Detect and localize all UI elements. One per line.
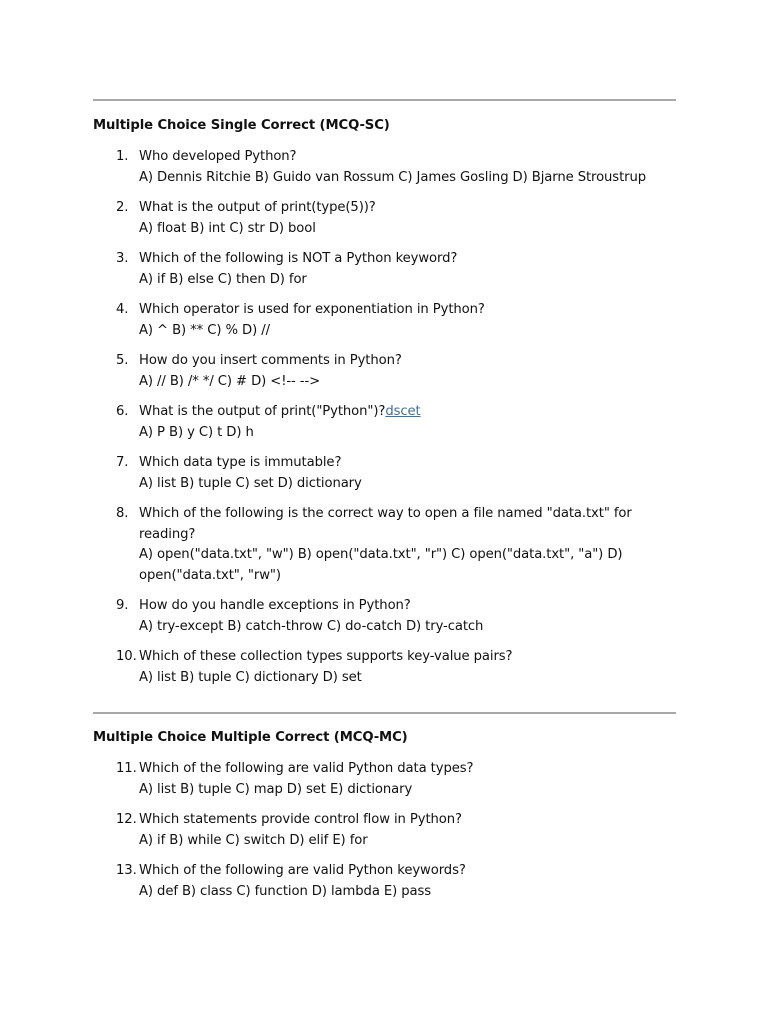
question-options: A) P B) y C) t D) h: [139, 424, 254, 440]
section-title-mcq-mc: Multiple Choice Multiple Correct (MCQ-MC): [93, 730, 408, 745]
question-number: 12.: [116, 812, 137, 827]
question-text: Which of the following is the correct way to open a file named "data.txt" for reading?: [139, 506, 632, 542]
question-text: What is the output of print("Python")?: [139, 404, 386, 419]
section-divider: [93, 712, 676, 714]
question-number: 3.: [116, 251, 129, 266]
question-options: A) float B) int C) str D) bool: [139, 220, 316, 236]
question-number: 13.: [116, 863, 137, 878]
question-number: 11.: [116, 761, 137, 776]
question-number: 10.: [116, 649, 137, 664]
question-options: A) Dennis Ritchie B) Guido van Rossum C) James Gosling D) Bjarne Stroustrup: [139, 169, 646, 185]
question-number: 8.: [116, 506, 129, 521]
question-number: 6.: [116, 404, 129, 419]
question-number: 2.: [116, 200, 129, 215]
question-options: A) def B) class C) function D) lambda E) pass: [139, 883, 432, 899]
question-text: Who developed Python?: [139, 149, 297, 164]
question-text: Which of these collection types supports key-value pairs?: [139, 649, 513, 664]
question-options: A) if B) while C) switch D) elif E) for: [139, 832, 368, 848]
dscet-link[interactable]: dscet: [385, 404, 421, 419]
question-text: Which of the following is NOT a Python keyword?: [139, 251, 458, 266]
question-text: Which of the following are valid Python data types?: [139, 761, 474, 776]
question-text: How do you insert comments in Python?: [139, 353, 402, 368]
question-number: 4.: [116, 302, 129, 317]
question-text: Which operator is used for exponentiation in Python?: [139, 302, 485, 317]
question-text: Which data type is immutable?: [139, 455, 342, 470]
question-text: How do you handle exceptions in Python?: [139, 598, 411, 613]
question-options: A) list B) tuple C) dictionary D) set: [139, 669, 362, 685]
question-options: A) list B) tuple C) set D) dictionary: [139, 475, 362, 491]
question-number: 1.: [116, 149, 129, 164]
question-options: A) if B) else C) then D) for: [139, 271, 307, 287]
section-title-mcq-sc: Multiple Choice Single Correct (MCQ-SC): [93, 118, 390, 133]
question-options: A) open("data.txt", "w") B) open("data.txt", "r") C) open("data.txt", "a") D) open("data.txt", "rw"): [139, 547, 623, 583]
question-text: Which statements provide control flow in Python?: [139, 812, 462, 827]
question-options: A) ^ B) ** C) % D) //: [139, 322, 270, 338]
question-number: 7.: [116, 455, 129, 470]
question-options: A) // B) /* */ C) # D) <!-- -->: [139, 373, 321, 389]
question-text-with-link: [139, 402, 669, 423]
question-options: A) list B) tuple C) map D) set E) dictionary: [139, 781, 413, 797]
question-number: 5.: [116, 353, 129, 368]
question-options: A) try-except B) catch-throw C) do-catch D) try-catch: [139, 618, 484, 634]
question-text: Which of the following are valid Python keywords?: [139, 863, 466, 878]
question-number: 9.: [116, 598, 129, 613]
question-text: What is the output of print(type(5))?: [139, 200, 376, 215]
section-divider: [93, 99, 676, 101]
